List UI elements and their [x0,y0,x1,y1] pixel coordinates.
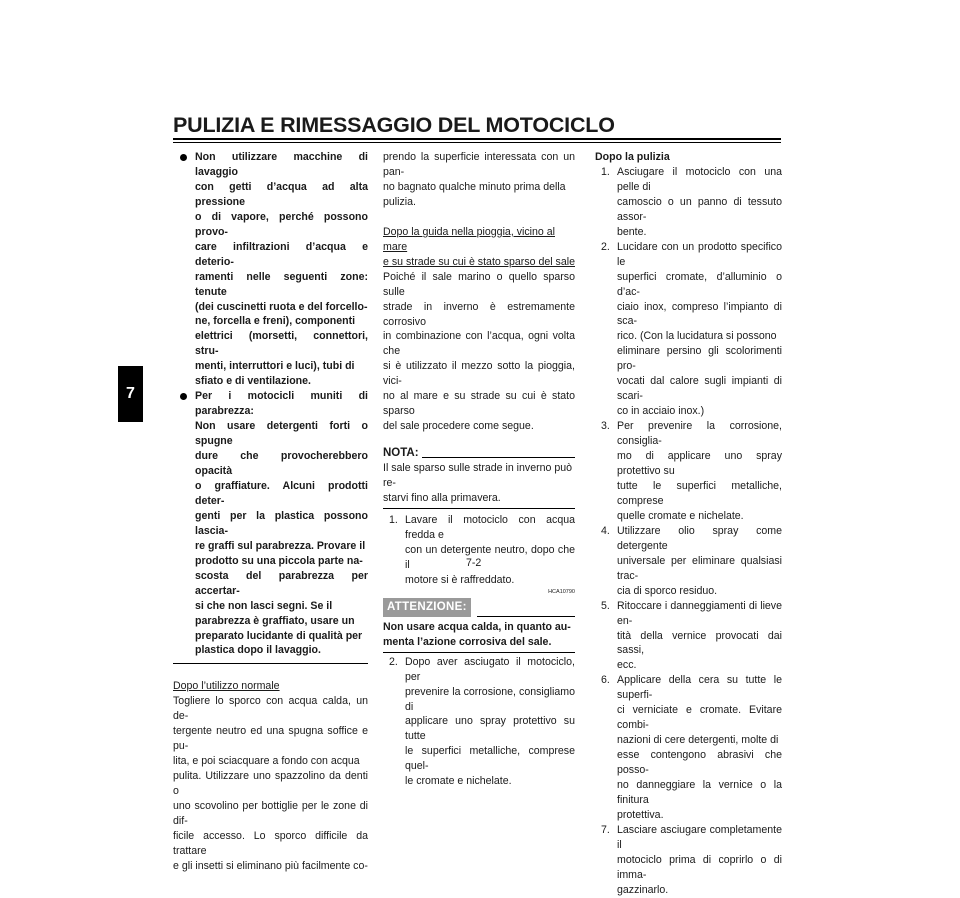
text-line: superfici cromate, d’alluminio o d’ac- [617,270,782,298]
text-line: co in acciaio inox.) [617,405,705,418]
text-line: tità della vernice provocati dai sassi, [617,629,782,657]
text-line: le superfici metalliche, comprese quel- [405,745,575,773]
page-number: 7-2 [466,557,482,569]
step-number: 4. [601,524,610,537]
text-line: nazioni di cere detergenti, molte di [617,734,779,747]
step-2 [383,655,575,790]
text-line: Ritoccare i danneggiamenti di lieve en- [617,599,782,627]
section-divider [173,663,368,664]
text-line: bente. [617,225,647,238]
text-line: sfiato e di ventilazione. [195,375,311,388]
text-line: pulita. Utilizzare uno spazzolino da denti o [173,770,368,798]
text-line: e gli insetti si eliminano più facilmente co- [173,859,368,872]
step-number: 2. [601,240,610,253]
step-2 [595,240,782,419]
text-line: Poiché il sale marino o quello sparso sulle [383,270,575,298]
text-line: strade in inverno è estremamente corrosivo [383,300,575,328]
bullet-icon [180,154,187,161]
text-line: cia di sporco residuo. [617,584,718,597]
text-line: pulizia. [383,195,416,208]
text-line: tutte le superfici metalliche, comprese [617,479,782,507]
text-line: Utilizzare olio spray come detergente [617,524,782,552]
intro-paragraph [383,150,575,210]
warning-bullet-windshield [173,389,368,658]
text-line: prevenire la corrosione, consigliamo di [405,685,575,713]
text-line: con getti d’acqua ad alta pressione [195,180,368,208]
step-5 [595,599,782,674]
step-number: 3. [601,420,610,433]
step-number: 5. [601,599,610,612]
text-line: Lasciare asciugare completamente il [617,823,782,851]
text-line: si che non lasci segni. Se il [195,599,333,612]
step-number: 1. [389,513,398,526]
text-line: esse contengono abrasivi che posso- [617,749,782,777]
text-line: menti, interruttori e luci), tubi di [195,360,355,373]
text-line: applicare uno spray protettivo su tutte [405,715,575,743]
text-line: plastica dopo il lavaggio. [195,644,321,657]
section-title-rain-sea-salt [383,225,575,270]
text-line: ecc. [617,659,637,672]
text-line: dure che provocherebbero opacità [195,450,368,478]
doc-code: HCA10790 [548,588,575,595]
text-line: eliminare persino gli scolorimenti pro- [617,345,782,373]
step-number: 6. [601,674,610,687]
text-line: prodotto su una piccola parte na- [195,554,363,567]
caution-header [383,598,575,617]
text-line: le cromate e nichelate. [405,775,512,788]
text-line: ramenti nelle seguenti zone: tenute [195,270,368,298]
page-title: PULIZIA E RIMESSAGGIO DEL MOTOCICLO [173,113,615,137]
salt-paragraph [383,270,575,434]
text-line: Per i motocicli muniti di parabrezza: [195,390,368,418]
text-line: scosta del parabrezza per accertar- [195,569,368,597]
text-line: starvi fino alla primavera. [383,492,501,505]
caution-label: ATTENZIONE: [383,598,471,617]
text-line: Togliere lo sporco con acqua calda, un de- [173,695,368,723]
text-line: mo di applicare uno spray protettivo su [617,450,782,478]
step-3 [595,419,782,524]
text-line: preparato lucidante di qualità per [195,629,363,642]
after-cleaning-heading: Dopo la pulizia [595,151,670,163]
text-line: elettrici (morsetti, connettori, stru- [195,330,368,358]
step-number: 2. [389,655,398,668]
text-line: Dopo aver asciugato il motociclo, per [405,655,575,683]
text-line: o graffiature. Alcuni prodotti deter- [195,479,368,507]
bullet-icon [180,393,187,400]
text-line: uno scovolino per bottiglie per le zone di dif- [173,800,368,827]
step-1 [595,165,782,240]
column-3 [595,150,782,898]
section-title-normal-use: Dopo l’utilizzo normale [173,680,280,693]
text-line: parabrezza è graffiato, usare un [195,614,355,627]
text-line: no bagnato qualche minuto prima della [383,180,566,193]
text-line: no al mare e su strade su cui è stato sparso [383,390,575,418]
text-line: del sale procedere come segue. [383,420,534,433]
text-line: gazzinarlo. [617,883,669,896]
text-line: camoscio o un panno di tessuto assor- [617,195,782,223]
text-line: motociclo prima di coprirlo o di imma- [617,853,782,881]
text-line: genti per la plastica possono lascia- [195,509,368,537]
text-line: universale per eliminare qualsiasi trac- [617,554,782,582]
text-line: menta l’azione corrosiva del sale. [383,635,552,648]
text-line: con un detergente neutro, dopo che il [405,543,575,571]
text-line: care infiltrazioni d’acqua e deterio- [195,240,368,268]
text-line: Lavare il motociclo con acqua fredda e [405,513,575,541]
text-line: Applicare della cera su tutte le superfi- [617,674,782,702]
text-line: Non usare acqua calda, in quanto au- [383,620,571,633]
note-text [383,461,575,506]
note-rule [422,457,575,458]
note-label: NOTA: [383,447,419,460]
text-line: in combinazione con l’acqua, ogni volta che [383,330,575,358]
note-header [383,446,575,461]
step-number: 7. [601,823,610,836]
text-line: Il sale sparso sulle strade in inverno può re- [383,462,573,490]
text-line: no danneggiare la vernice o la finitura [617,779,782,806]
note-divider [383,508,575,509]
column-1 [173,150,368,874]
text-line: ne, forcella e freni), componenti [195,315,356,328]
text-line: Non usare detergenti forti o spugne [195,420,368,448]
text-line: quelle cromate e nichelate. [617,509,744,522]
text-line: Per prevenire la corrosione, consiglia- [617,420,782,448]
text-line: lita, e poi sciacquare a fondo con acqua [173,755,360,768]
text-line: vocati dal calore sugli impianti di scari- [617,375,782,403]
text-line: prendo la superficie interessata con un pan- [383,151,575,178]
after-cleaning-steps [595,165,782,898]
text-line: Dopo la guida nella pioggia, vicino al mare [383,225,555,253]
step-4 [595,524,782,599]
text-line: Asciugare il motociclo con una pelle di [617,165,782,193]
step-7 [595,823,782,898]
title-rule [173,138,781,140]
step-6 [595,673,782,823]
title-rule-thin [173,142,781,143]
text-line: e su strade su cui è stato sparso del sale [383,255,575,268]
text-line: ci verniciate e cromate. Evitare combi- [617,704,782,732]
text-line: Non utilizzare macchine di lavaggio [195,151,368,178]
normal-use-paragraph [173,694,368,873]
text-line: tergente neutro ed una spugna soffice e pu- [173,725,368,753]
caution-text [383,620,575,650]
text-line: protettiva. [617,808,664,821]
text-line: (dei cuscinetti ruota e del forcello- [195,300,368,313]
text-line: motore si è raffreddato. [405,573,515,586]
text-line: re graffi sul parabrezza. Provare il [195,539,366,552]
text-line: ciaio inox, compreso l’impianto di sca- [617,300,782,328]
caution-rule [477,616,575,617]
step-number: 1. [601,165,610,178]
warning-bullet-pressure-wash [173,150,368,389]
column-2 [383,150,575,789]
chapter-tab: 7 [118,366,143,422]
step-1 [383,513,575,588]
text-line: ficile accesso. Lo sporco difficile da trattare [173,829,368,857]
text-line: si è utilizzato il mezzo sotto la pioggia, vici- [383,360,575,388]
text-line: Lucidare con un prodotto specifico le [617,240,782,268]
text-line: rico. (Con la lucidatura si possono [617,330,777,343]
text-line: o di vapore, perché possono provo- [195,210,368,238]
caution-divider [383,652,575,653]
